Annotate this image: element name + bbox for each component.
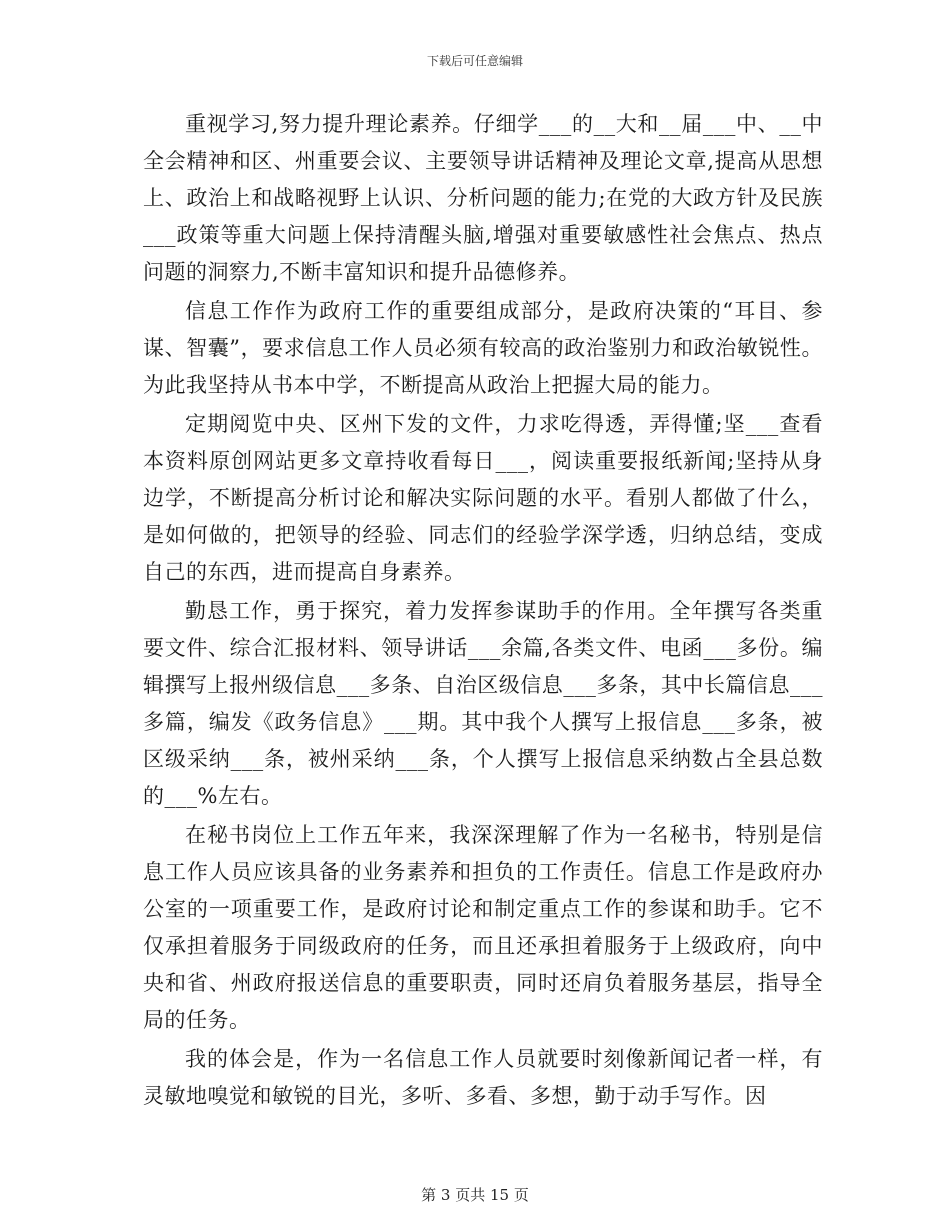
paragraph-information-work: 信息工作作为政府工作的重要组成部分，是政府决策的“耳目、参谋、智囊”，要求信息工作人员必须有较高的政治鉴别力和政治敏锐性。为此我坚持从书本中学，不断提高从政治上把握大局的能力。 <box>143 299 823 397</box>
paragraph-experience: 我的体会是，作为一名信息工作人员就要时刻像新闻记者一样，有灵敏地嗅觉和敏锐的目光，多听、多看、多想，勤于动手写作。因 <box>143 1047 823 1108</box>
paragraph-study: 重视学习,努力提升理论素养。仔细学___的__大和__届___中、__中全会精神和区、州重要会议、主要领导讲话精神及理论文章,提高从思想上、政治上和战略视野上认识、分析问题的能力;在党的大政方针及民族___政策等重大问题上保持清醒头脑,增强对重要敏感性社会焦点、热点问题的洞察力,不断丰富知识和提升品德修养。 <box>143 112 823 284</box>
paragraph-regular-reading: 定期阅览中央、区州下发的文件，力求吃得透，弄得懂;坚___查看本资料原创网站更多文章持收看每日___，阅读重要报纸新闻;坚持从身边学，不断提高分析讨论和解决实际问题的水平。看别人都做了什么，是如何做的，把领导的经验、同志们的经验学深学透，归纳总结，变成自己的东西，进而提高自身素养。 <box>143 412 823 584</box>
page-header: 下载后可任意编辑 <box>426 54 523 68</box>
paragraph-diligent-work: 勤恳工作，勇于探究，着力发挥参谋助手的作用。全年撰写各类重要文件、综合汇报材料、领导讲话___余篇,各类文件、电函___多份。编辑撰写上报州级信息___多条、自治区级信息___多条，其中长篇信息___多篇，编发《政务信息》___期。其中我个人撰写上报信息___多条，被区级采纳___条，被州采纳___条，个人撰写上报信息采纳数占全县总数的___%左右。 <box>143 599 823 808</box>
document-body <box>143 106 823 1115</box>
paragraph-secretary-role: 在秘书岗位上工作五年来，我深深理解了作为一名秘书，特别是信息工作人员应该具备的业务素养和担负的工作责任。信息工作是政府办公室的一项重要工作，是政府讨论和制定重点工作的参谋和助手。它不仅承担着服务于同级政府的任务，而且还承担着服务于上级政府，向中央和省、州政府报送信息的重要职责，同时还肩负着服务基层，指导全局的任务。 <box>143 823 823 1032</box>
page-number: 第 3 页共 15 页 <box>421 1186 529 1204</box>
